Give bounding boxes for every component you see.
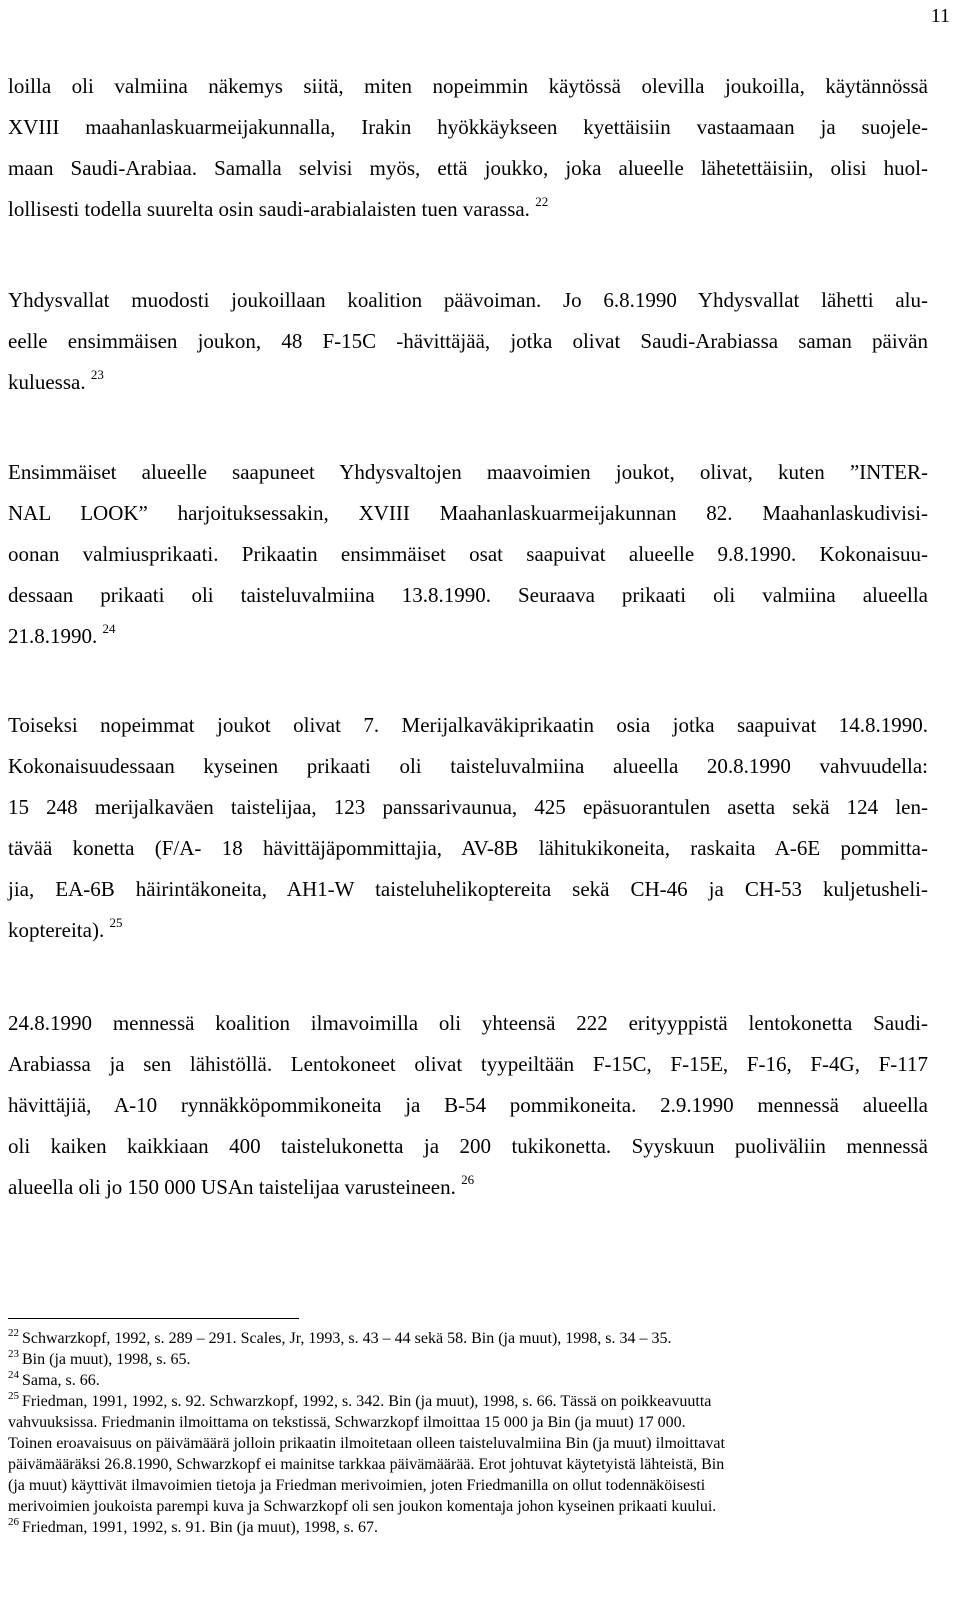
footnote-number: 24: [8, 1369, 19, 1381]
text-line: NAL LOOK” harjoituksessakin, XVIII Maahanlaskuarmeijakunnan 82. Maahanlaskudivisi-: [8, 501, 928, 525]
text-line: jia, EA-6B häirintäkoneita, AH1-W taisteluhelikoptereita sekä CH-46 ja CH-53 kuljetusheli-: [8, 877, 928, 901]
text-line: Yhdysvallat muodosti joukoillaan koalition päävoiman. Jo 6.8.1990 Yhdysvallat lähetti alu-: [8, 288, 928, 312]
footnote-23: [8, 1349, 918, 1370]
footnote-text: vahvuuksissa. Friedmanin ilmoittama on tekstissä, Schwarzkopf ilmoittaa 15 000 ja Bin (ja muut) 17 000.: [8, 1414, 686, 1431]
footnote-24: [8, 1370, 918, 1391]
text-line: Ensimmäiset alueelle saapuneet Yhdysvaltojen maavoimien joukot, olivat, kuten ”INTER-: [8, 460, 928, 484]
footnote-ref-23: 23: [90, 367, 104, 382]
footnotes: [8, 1328, 918, 1538]
footnote-ref-26: 26: [461, 1172, 475, 1187]
text-line: koptereita). $^{25}$: [8, 915, 123, 942]
text-line: lollisesti todella suurelta osin saudi-arabialaisten tuen varassa. $^{22}$: [8, 194, 549, 221]
text-line: alueella oli jo 150 000 USAn taistelijaa varusteineen. $^{26}$: [8, 1172, 475, 1199]
footnote-text: Sama, s. 66.: [22, 1372, 100, 1389]
text-line: 15 248 merijalkaväen taistelijaa, 123 panssarivaunua, 425 epäsuorantulen asetta sekä 124 len-: [8, 795, 928, 819]
footnote-25: [8, 1391, 918, 1517]
footnote-ref-24: 24: [102, 621, 116, 636]
text-line: 21.8.1990. $^{24}$: [8, 621, 116, 648]
text-line: kuluessa. $^{23}$: [8, 367, 104, 394]
footnote-number: 23: [8, 1348, 19, 1360]
text-line: tävää konetta (F/A- 18 hävittäjäpommittajia, AV-8B lähitukikoneita, raskaita A-6E pommitta-: [8, 836, 928, 860]
page-number: 11: [930, 5, 950, 27]
footnote-text: Bin (ja muut), 1998, s. 65.: [22, 1351, 191, 1368]
text-line: Toiseksi nopeimmat joukot olivat 7. Merijalkaväkiprikaatin osia jotka saapuivat 14.8.1990.: [8, 713, 928, 737]
text-line: eelle ensimmäisen joukon, 48 F-15C -hävittäjää, jotka olivat Saudi-Arabiassa saman päivän: [8, 329, 928, 353]
text-line: dessaan prikaati oli taisteluvalmiina 13.8.1990. Seuraava prikaati oli valmiina alueella: [8, 583, 928, 607]
footnote-text: (ja muut) käyttivät ilmavoimien tietoja ja Friedman merivoimien, joten Friedmanilla on ollut todennäköisesti: [8, 1477, 706, 1494]
text-line: 24.8.1990 mennessä koalition ilmavoimilla oli yhteensä 222 erityyppistä lentokonetta Saudi-: [8, 1011, 928, 1035]
footnote-text: päivämääräksi 26.8.1990, Schwarzkopf ei mainitse tarkkaa päivämäärää. Erot johtuvat käytetyistä lähteistä, Bin: [8, 1456, 725, 1473]
footnote-text: Friedman, 1991, 1992, s. 92. Schwarzkopf, 1992, s. 342. Bin (ja muut), 1998, s. 66. Tässä on poikkeavuutta: [22, 1393, 712, 1410]
footnote-number: 22: [8, 1327, 19, 1339]
footnote-26: [8, 1517, 918, 1538]
text-line: Kokonaisuudessaan kyseinen prikaati oli taisteluvalmiina alueella 20.8.1990 vahvuudella:: [8, 754, 928, 778]
footnote-text: merivoimien joukoista parempi kuva ja Schwarzkopf oli sen joukon komentaja johon kyseinen prikaati kuului.: [8, 1498, 717, 1515]
footnote-22: [8, 1328, 918, 1349]
footnote-ref-25: 25: [109, 915, 123, 930]
text-line: XVIII maahanlaskuarmeijakunnalla, Irakin hyökkäykseen kyettäisiin vastaamaan ja suojele-: [8, 115, 928, 139]
paragraph-4: [8, 705, 928, 951]
footnote-text: Toinen eroavaisuus on päivämäärä jolloin prikaatin ilmoitetaan olleen taisteluvalmiina Bin (ja muut) ilmoittavat: [8, 1435, 725, 1452]
text-line: loilla oli valmiina näkemys siitä, miten nopeimmin käytössä olevilla joukoilla, käytännössä: [8, 74, 928, 98]
paragraph-3: [8, 452, 928, 657]
text-line: oli kaiken kaikkiaan 400 taistelukonetta ja 200 tukikonetta. Syyskuun puoliväliin mennessä: [8, 1134, 928, 1158]
footnote-ref-22: 22: [535, 194, 549, 209]
footnote-number: 25: [8, 1390, 19, 1402]
paragraph-2: [8, 280, 928, 403]
text-line: oonan valmiusprikaati. Prikaatin ensimmäiset osat saapuivat alueelle 9.8.1990. Kokonaisuu-: [8, 542, 928, 566]
text-line: maan Saudi-Arabiaa. Samalla selvisi myös, että joukko, joka alueelle lähetettäisiin, olisi huol-: [8, 156, 928, 180]
paragraph-1: [8, 66, 928, 230]
footnote-number: 26: [8, 1516, 19, 1528]
footnote-text: Friedman, 1991, 1992, s. 91. Bin (ja muut), 1998, s. 67.: [22, 1519, 378, 1536]
paragraph-5: [8, 1003, 928, 1208]
text-line: Arabiassa ja sen lähistöllä. Lentokoneet olivat tyypeiltään F-15C, F-15E, F-16, F-4G, F-117: [8, 1052, 928, 1076]
footnote-text: Schwarzkopf, 1992, s. 289 – 291. Scales, Jr, 1993, s. 43 – 44 sekä 58. Bin (ja muut), 1998, s. 34 – 35.: [22, 1330, 672, 1347]
footnote-divider: [8, 1318, 299, 1319]
text-line: hävittäjiä, A-10 rynnäkköpommikoneita ja B-54 pommikoneita. 2.9.1990 mennessä alueella: [8, 1093, 928, 1117]
